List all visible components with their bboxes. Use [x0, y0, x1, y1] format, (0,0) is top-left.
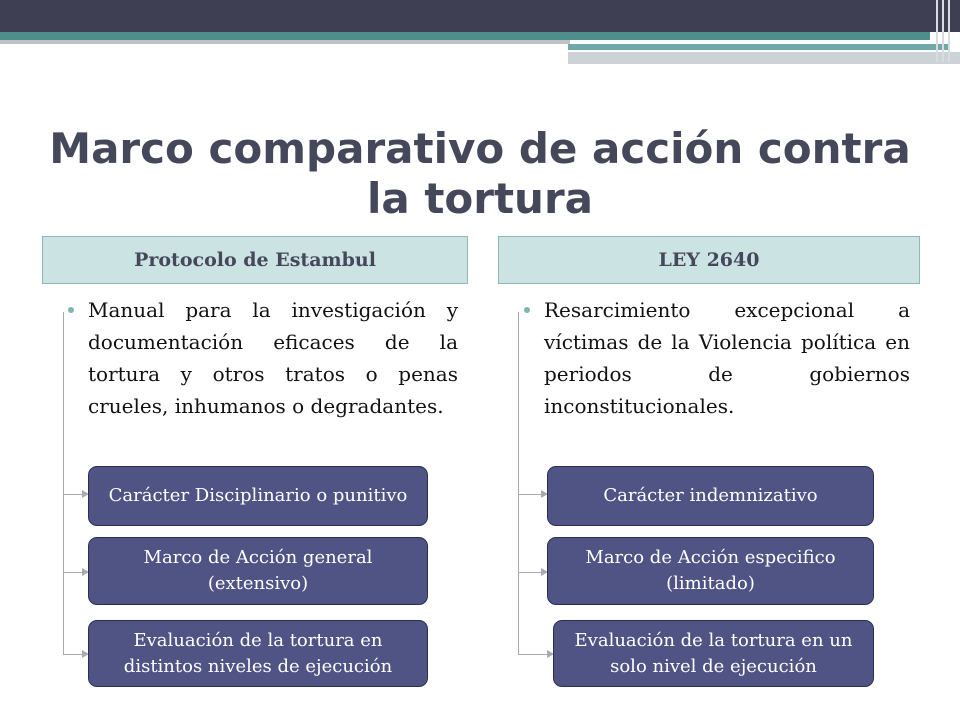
grey-accent-line	[0, 40, 570, 44]
tree-arrow-left-3	[63, 654, 87, 655]
column-header-left: Protocolo de Estambul	[42, 236, 468, 284]
tree-arrow-left-1	[63, 494, 87, 495]
corner-bar	[948, 0, 950, 62]
tree-arrow-left-2	[63, 572, 87, 573]
grey-accent-strip	[568, 52, 960, 64]
column-header-right: LEY 2640	[498, 236, 920, 284]
corner-bar	[936, 0, 938, 62]
item-box-right-3: Evaluación de la tortura en un solo nivel de ejecución	[553, 620, 874, 687]
tree-connector-left	[63, 312, 64, 654]
column-description-left: Manual para la investigación y documentación eficaces de la tortura y otros tratos o penas crueles, inhumanos o degradantes.	[88, 298, 458, 418]
slide-title: Marco comparativo de acción contra la tortura	[49, 124, 911, 223]
tree-arrow-right-3	[518, 654, 552, 655]
corner-bar	[942, 0, 944, 62]
item-box-right-1: Carácter indemnizativo	[547, 466, 874, 526]
item-box-left-1: Carácter Disciplinario o punitivo	[88, 466, 428, 526]
tree-arrow-right-2	[518, 572, 546, 573]
tree-connector-right	[518, 312, 519, 654]
top-banner	[0, 0, 960, 32]
column-description-right: Resarcimiento excepcional a víctimas de la Violencia política en periodos de gobiernos inconstitucionales.	[544, 298, 910, 418]
teal-accent-line	[0, 32, 930, 40]
item-box-right-2: Marco de Acción especifico (limitado)	[547, 537, 874, 605]
item-box-left-3: Evaluación de la tortura en distintos niveles de ejecución	[88, 620, 428, 687]
item-box-left-2: Marco de Acción general (extensivo)	[88, 537, 428, 605]
bullet-dot	[68, 307, 74, 313]
bullet-dot	[524, 307, 530, 313]
tree-arrow-right-1	[518, 494, 546, 495]
